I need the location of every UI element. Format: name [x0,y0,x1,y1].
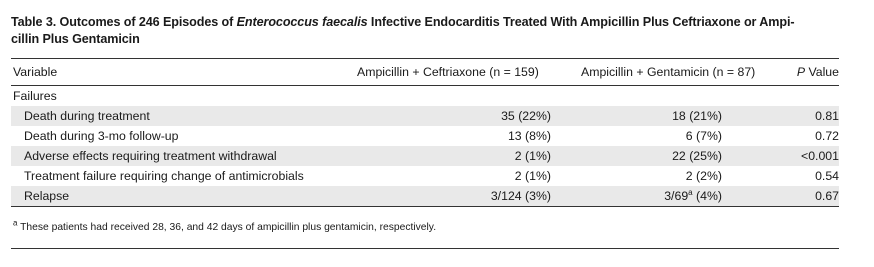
row-col2 [664,186,722,206]
table-container [11,0,839,249]
page-bottom-rule [11,248,839,249]
table-row [11,106,839,126]
header-ampicillin-gentamicin: Ampicillin + Gentamicin (n = 87) [581,65,756,79]
row-col1: 2 (1%) [514,169,551,183]
header-p-rest: Value [805,65,839,79]
footnote-sup: a [13,218,18,228]
row-col1: 2 (1%) [514,149,551,163]
table-footnote [11,218,839,234]
row-col2: 22 (25%) [672,149,722,163]
row-col2: 2 (2%) [685,169,722,183]
header-variable: Variable [13,65,58,79]
title-line2: cillin Plus Gentamicin [11,32,140,46]
bottom-table-rule [11,206,839,207]
header-row [11,59,839,85]
row-p: 0.54 [815,169,839,183]
table-row [11,126,839,146]
header-p-letter: P [796,65,806,79]
row-col1: 3/124 (3%) [490,189,551,203]
row-p: 0.67 [815,189,839,203]
table-row [11,146,839,166]
row-p: 0.72 [815,129,839,143]
row-variable: Adverse effects requiring treatment withdrawal [24,149,277,163]
row-variable: Death during treatment [24,109,150,123]
row-variable: Treatment failure requiring change of antimicrobials [24,169,304,183]
row-variable: Relapse [24,189,70,203]
row-col1: 13 (8%) [507,129,551,143]
row-col1: 35 (22%) [501,109,551,123]
group-label-failures: Failures [13,89,57,103]
row-col2-main: 3/69 [664,189,689,203]
table-row [11,166,839,186]
row-p: 0.81 [815,109,839,123]
row-col2: 6 (7%) [685,129,722,143]
row-col2: 18 (21%) [672,109,722,123]
title-suffix: Infective Endocarditis Treated With Ampicillin Plus Ceftriaxone or Ampi- [367,15,795,29]
footnote-text: These patients had received 28, 36, and 42 days of ampicillin plus gentamicin, respectively. [17,222,437,233]
title-organism: Enterococcus faecalis [236,15,368,29]
table-row [11,186,839,206]
row-p: <0.001 [801,149,839,163]
footnote-marker: a [688,187,693,197]
row-col2-rest: (4%) [692,189,722,203]
table-title [11,0,839,48]
header-ampicillin-ceftriaxone: Ampicillin + Ceftriaxone (n = 159) [357,65,539,79]
header-p-value [797,59,839,85]
title-prefix: Table 3. Outcomes of 246 Episodes of [11,15,237,29]
row-variable: Death during 3-mo follow-up [24,129,179,143]
